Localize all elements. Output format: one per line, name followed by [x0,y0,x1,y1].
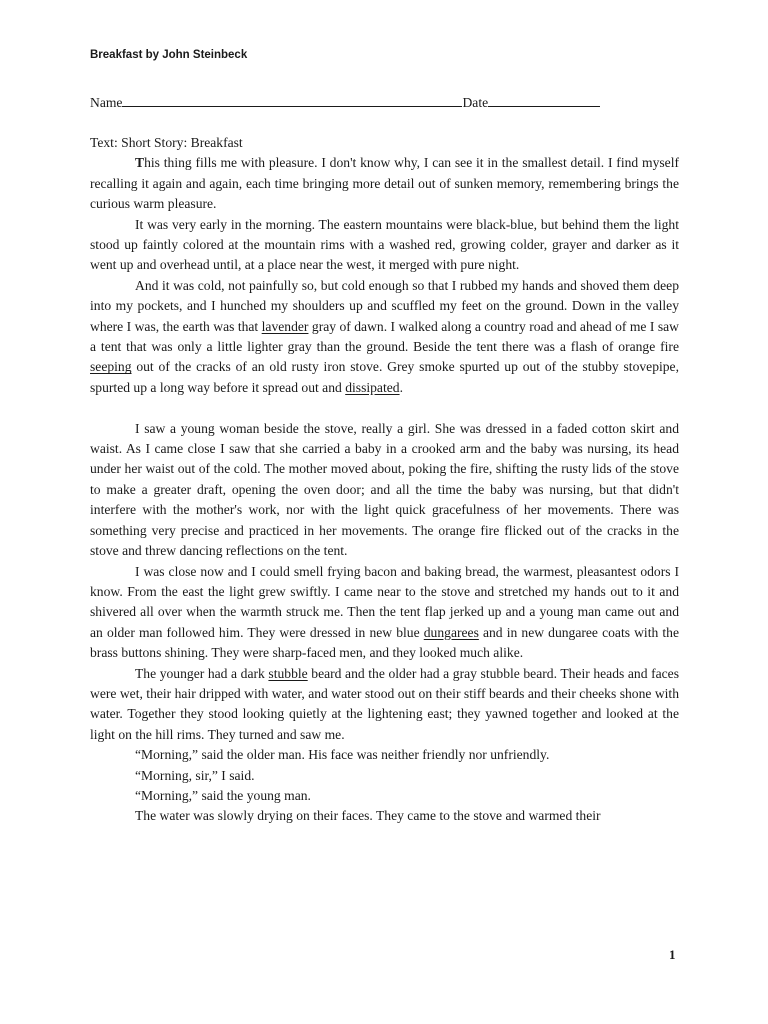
name-field-blank[interactable] [122,94,462,107]
paragraph-5: I was close now and I could smell frying bacon and baking bread, the warmest, pleasantest odors I know. From the east the light grew swiftly. I came near to the stove and stretched my hands out to it and shivered all over when the warmth struck me. Then the tent flap jerked up and a young man came out and an older man followed him. They were dressed in new blue dungarees and in new dungaree coats with the brass buttons shining. They were sharp-faced men, and they looked much alike. [90,563,680,661]
paragraph-1: This thing fills me with pleasure. I don't know why, I can see it in the smallest detail. I find myself recalling it again and again, each time bringing more detail out of sunken memory, remembering brings the curious warm pleasure. [90,155,679,212]
document-header-title: Breakfast by John Steinbeck [90,49,248,61]
story-body [90,133,679,827]
vocab-word-seeping: seeping [90,359,132,375]
date-label: Date [462,95,489,110]
vocab-word-lavender: lavender [261,318,309,334]
dialog-line-2: “Morning, sir,” I said. [135,767,255,783]
vocab-word-dungarees: dungarees [423,624,479,640]
vocab-word-dissipated: dissipated [345,379,400,395]
paragraph-2: It was very early in the morning. The eastern mountains were black-blue, but behind them the light stood up faintly colored at the mountain rims with a washed red, growing colder, grayer and darker as it went up and overhead until, at a place near the west, it merged with pure night. [90,216,679,273]
dialog-line-1: “Morning,” said the older man. His face was neither friendly nor unfriendly. [135,747,550,763]
text-label: Text: Short Story: Breakfast [90,135,243,150]
first-letter: T [135,155,145,171]
paragraph-4: I saw a young woman beside the stove, really a girl. She was dressed in a faded cotton skirt and waist. As I came close I saw that she carried a baby in a crooked arm and the baby was nursing, its head under her waist out of the cold. The mother moved about, poking the fire, shifting the rusty lids of the stove to make a greater draft, opening the oven door; and all the time the baby was nursing, but that didn't interfere with the mother's work, nor with the light quick gracefulness of her movements. There was something very precise and practiced in her movements. The orange fire flicked out of the cracks in the stove and threw dancing reflections on the tent. [90,420,679,559]
date-field-blank[interactable] [488,94,600,107]
paragraph-6: The younger had a dark stubble beard and the older had a gray stubble beard. Their heads and faces were wet, their hair dripped with water, and water stood out on their stiff beards and their cheeks shone with water. Together they stood looking quietly at the lightening east; they yawned together and looked at the light on the hill rims. They turned and saw me. [90,665,679,742]
dialog-line-3: “Morning,” said the young man. [135,787,311,803]
page-number: 1 [669,947,676,962]
paragraph-last: The water was slowly drying on their faces. They came to the stove and warmed their [135,808,601,824]
vocab-word-stubble: stubble [268,665,308,681]
name-label: Name [90,95,123,110]
name-date-line [90,94,600,111]
paragraph-3: And it was cold, not painfully so, but cold enough so that I rubbed my hands and shoved them deep into my pockets, and I hunched my shoulders up and scuffled my feet on the ground. Down in the valley where I was, the earth was that lavender gray of dawn. I walked along a country road and ahead of me I saw a tent that was only a little lighter gray than the ground. Beside the tent there was a flash of orange fire seeping out of the cracks of an old rusty iron stove. Grey smoke spurted up out of the stubby stovepipe, spurted up a long way before it spread out and dissipated. [90,277,679,395]
